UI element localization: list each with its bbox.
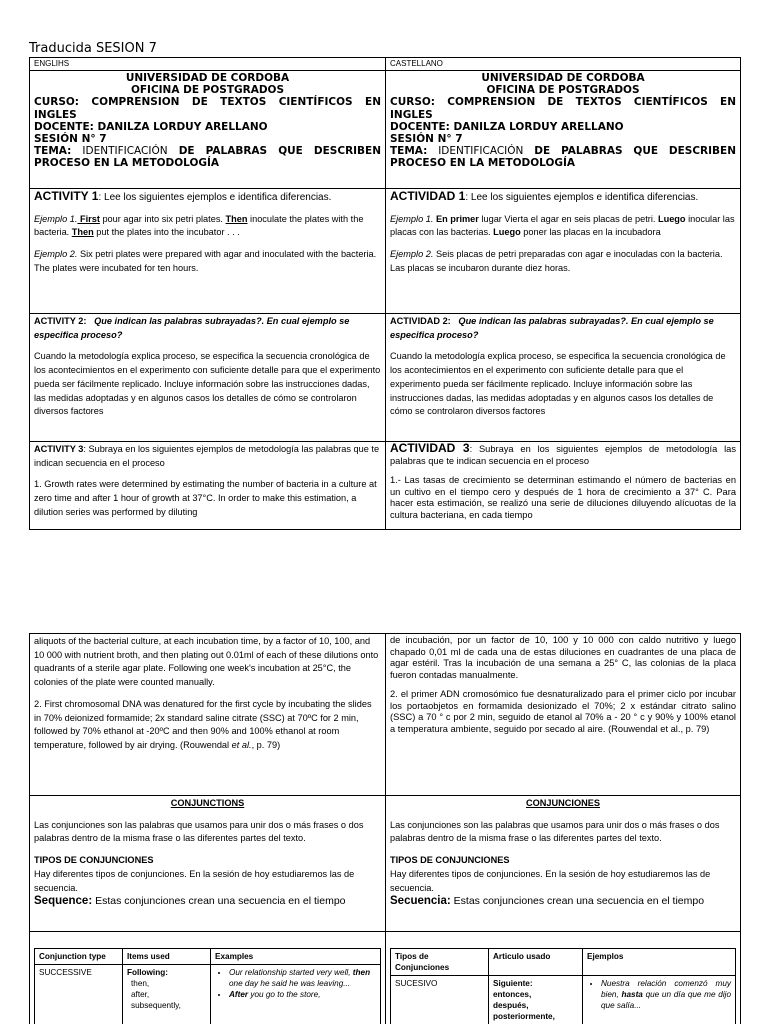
left-activity3-cell (30, 442, 386, 530)
continuation-paragraph1: de incubación, por un factor de 10, 100 y 10 000 con caldo nutritivo y luego chapado 0,01 ml de cada una de estas diluciones en cuadrantes de una placa de agar estéril. Tras la incubación de una semana a 25° C, las colonias de la placa fueron contadas manualmente. (390, 635, 736, 680)
activity3-heading: ACTIVIDAD 3: Subraya en los siguientes ejemplos de metodología las palabras que te indican secuencia en el proceso (390, 441, 736, 466)
col-conjunction-type: Tipos de Conjunciones (391, 949, 489, 976)
conjunction-type-cell: SUCESIVO (391, 976, 489, 1024)
office-name: OFICINA DE POSTGRADOS (130, 84, 285, 97)
page-title: Traducida SESION 7 (29, 41, 157, 56)
activity3-example1: 1. Growth rates were determined by estimating the number of bacteria in a culture at zero time and after 1 hour of growth at 37°C. In order to make this estimation, a dilution series was performed by diluting (34, 479, 377, 517)
left-language-label: ENGLIHS (30, 58, 386, 71)
right-activity2-cell (386, 314, 741, 442)
left-activity2-cell (30, 314, 386, 442)
list-item: • After you go to the store, (229, 989, 376, 1000)
examples-cell (583, 976, 736, 1024)
conjunction-table-row (30, 932, 741, 1024)
right-activity3-cell (386, 442, 741, 530)
activity1-heading: ACTIVIDAD 1: Lee los siguientes ejemplos e identifica diferencias. (390, 189, 699, 203)
table-row (35, 965, 381, 1024)
activity2-body: Cuando la metodología explica proceso, se especifica la secuencia cronológica de los acontecimientos en el experimento con suficiente detalle para que el experimento pueda ser fácilmente replicado. Incluye información sobre las instrucciones dadas, las medidas adoptadas y en algunos casos los detalles de cómo se controlaron diversos factores (390, 351, 726, 417)
left-header-cell (30, 71, 386, 189)
activity2-question: ACTIVIDAD 2: Que indican las palabras subrayadas?. En cual ejemplo se especifica proceso? (390, 316, 714, 340)
course-name: CURSO: COMPRENSION DE TEXTOS CIENTÍFICOS EN INGLES (390, 96, 736, 121)
types-title: TIPOS DE CONJUNCIONES (34, 855, 154, 866)
conjunctions-title: CONJUNCTIONS (170, 798, 245, 808)
sequence-line: Secuencia: Estas conjunciones crean una secuencia en el tiempo (390, 895, 705, 908)
conjunction-table-header (35, 949, 381, 965)
conjunctions-intro: Las conjunciones son las palabras que usamos para unir dos o más frases o dos palabras dentro de la misma frase o las diferentes partes del texto. (390, 819, 720, 844)
right-header-cell (386, 71, 741, 189)
col-examples: Ejemplos (583, 949, 736, 976)
session-number: SESIÓN N° 7 (34, 133, 107, 146)
conjunction-table-header (391, 949, 736, 976)
header-row (30, 71, 741, 189)
example1: Ejemplo 1. En primer lugar Vierta el agar en seis placas de petri. Luego inocular las placas con las bacterias. Luego poner las placas en la incubadora (390, 213, 735, 238)
right-conjunctions-cell (386, 796, 741, 932)
activity1-row (30, 189, 741, 314)
activity1-heading: ACTIVITY 1: Lee los siguientes ejemplos e identifica diferencias. (34, 189, 332, 203)
translation-table-page1 (29, 57, 741, 530)
university-name: UNIVERSIDAD DE CORDOBA (125, 72, 290, 84)
topic: TEMA: IDENTIFICACIÓN DE PALABRAS QUE DESCRIBEN PROCESO EN LA METODOLOGÍA (34, 145, 382, 170)
continuation-paragraph1: aliquots of the bacterial culture, at each incubation time, by a factor of 10, 100, and 10 000 with nutrient broth, and then plating out 0.01ml of each of these dilutions onto quadrants of a sterile agar plate. Following one week's incubation at 25°C, the colonies of the plate were counted manually. (34, 636, 379, 688)
list-item: • Nuestra relación comenzó muy bien, hasta que un día que me dijo que salía... (601, 978, 731, 1011)
conjunctions-row (30, 796, 741, 932)
translation-table-page2 (29, 633, 741, 1024)
conjunctions-title: CONJUNCIONES (525, 798, 601, 808)
conjunction-type-cell: SUCCESSIVE (35, 965, 123, 1024)
right-conjunction-table-cell (386, 932, 741, 1024)
col-examples: Examples (211, 949, 381, 965)
activity3-row (30, 442, 741, 530)
left-activity1-cell (30, 189, 386, 314)
teacher-name: DOCENTE: DANILZA LORDUY ARELLANO (34, 120, 268, 133)
activity2-body: Cuando la metodología explica proceso, se especifica la secuencia cronológica de los acontecimientos en el experimento con suficiente detalle para que el experimento pueda ser fácilmente replicado. Incluye información sobre las instrucciones dadas, las medidas adoptadas y en algunos casos los detalles de cómo se controlaron diversos factores (34, 351, 381, 417)
col-conjunction-type: Conjunction type (35, 949, 123, 965)
office-name: OFICINA DE POSTGRADOS (486, 84, 640, 97)
example2: Ejemplo 2. Seis placas de petri preparadas con agar e inoculadas con la bacteria. Las placas se incubaron durante diez horas. (390, 249, 723, 273)
examples-cell (211, 965, 381, 1024)
topic: TEMA: IDENTIFICACIÓN DE PALABRAS QUE DESCRIBEN PROCESO EN LA METODOLOGÍA (390, 145, 737, 170)
right-continuation-cell (386, 634, 741, 796)
col-items-used: Items used (123, 949, 211, 965)
items-used-cell: Following: then, after, subsequently, (123, 965, 211, 1024)
col-items-used: Articulo usado (489, 949, 583, 976)
university-name: UNIVERSIDAD DE CORDOBA (481, 72, 645, 84)
language-row (30, 58, 741, 71)
teacher-name: DOCENTE: DANILZA LORDUY ARELLANO (390, 120, 624, 133)
continuation-row (30, 634, 741, 796)
continuation-paragraph2: 2. el primer ADN cromosómico fue desnaturalizado para el primer ciclo por incubar los portaobjetos en formamida desionizado el 70%; 2 x estándar citrato salino (SSC) a 70 ° c por 2 min, seguido de etanol al 70% a - 20 ° c y 90% y 100% etanol a temperatura ambiente, seguido por secado al aire. (Rouwendal et al., p. 79) (390, 689, 736, 734)
right-activity1-cell (386, 189, 741, 314)
example1: Ejemplo 1. First pour agar into six petri plates. Then inoculate the plates with the bacteria. Then put the plates into the incubator . . . (34, 213, 364, 238)
sequence-line: Sequence: Estas conjunciones crean una secuencia en el tiempo (34, 895, 346, 908)
activity2-row (30, 314, 741, 442)
course-name: CURSO: COMPRENSION DE TEXTOS CIENTÍFICOS EN INGLES (34, 96, 381, 121)
items-used-cell: Siguiente: entonces, después, posteriormente, (489, 976, 583, 1024)
left-conjunction-table-cell (30, 932, 386, 1024)
types-title: TIPOS DE CONJUNCIONES (390, 855, 510, 866)
left-conjunctions-cell (30, 796, 386, 932)
activity3-example1: 1.- Las tasas de crecimiento se determinan estimando el número de bacterias en un cultivo en el tiempo cero y después de 1 hora de crecimiento a 37° C. Para hacer esta estimación, se realizó una serie de diluciones diluyendo alícuotas de la cultura bacteriana, en cada tiempo (390, 475, 736, 520)
session-number: SESIÓN N° 7 (390, 133, 463, 146)
right-conjunction-table (390, 948, 736, 1024)
activity3-heading: ACTIVITY 3: Subraya en los siguientes ejemplos de metodología las palabras que te indican secuencia en el proceso (34, 444, 380, 468)
types-text: Hay diferentes tipos de conjunciones. En la sesión de hoy estudiaremos las de secuencia. (390, 868, 711, 893)
right-language-label: CASTELLANO (386, 58, 741, 71)
conjunctions-intro: Las conjunciones son las palabras que usamos para unir dos o más frases o dos palabras dentro de la misma frase o las diferentes partes del texto. (34, 819, 364, 844)
table-row (391, 976, 736, 1024)
activity2-question: ACTIVITY 2: Que indican las palabras subrayadas?. En cual ejemplo se especifica proceso? (34, 316, 350, 340)
example2: Ejemplo 2. Six petri plates were prepared with agar and inoculated with the bacteria. The plates were incubated for ten hours. (34, 249, 377, 273)
continuation-paragraph2: 2. First chromosomal DNA was denatured for the first cycle by incubating the slides in 70% deionized formamide; 2x standard saline citrate (SSC) at 70ºC for 2 min, followed by 70% ethanol at -20ºC and then 90% and 100% ethanol at room temperature, followed by air drying. (Rouwendal et al., p. 79) (34, 698, 372, 750)
list-item: • Our relationship started very well, then one day he said he was leaving... (229, 967, 376, 989)
left-continuation-cell (30, 634, 386, 796)
left-conjunction-table (34, 948, 381, 1024)
types-text: Hay diferentes tipos de conjunciones. En la sesión de hoy estudiaremos las de secuencia. (34, 868, 355, 893)
